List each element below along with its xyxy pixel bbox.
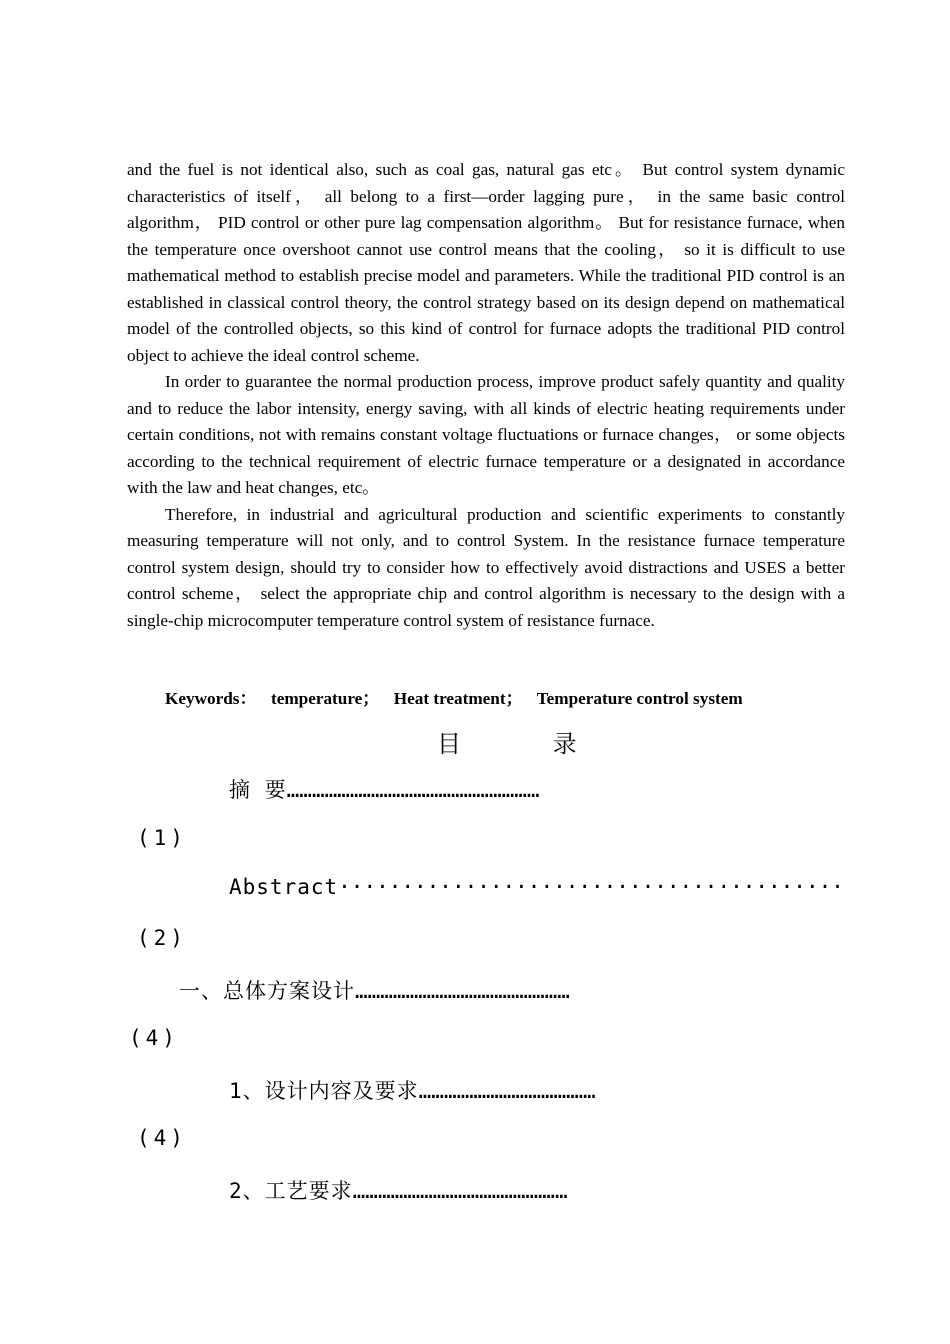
- toc-entry-abstract-en[interactable]: [229, 875, 844, 899]
- toc-page-number: (4): [137, 1126, 187, 1150]
- toc-title: 目 录: [437, 730, 619, 758]
- keyword-item: Heat treatment；: [393, 689, 523, 708]
- toc-entry-label: 一、总体方案设计: [179, 979, 355, 1003]
- toc-leader: ……………………………………………: [352, 1179, 568, 1203]
- toc-entry-abstract-cn[interactable]: [229, 774, 540, 804]
- toc-entry-label: 摘 要: [229, 778, 287, 802]
- toc-entry-label: 2、工艺要求: [229, 1179, 353, 1203]
- keywords-line: [165, 686, 855, 713]
- toc-page-number: (4): [129, 1026, 179, 1050]
- toc-entry-design-content[interactable]: [229, 1075, 596, 1105]
- toc-leader: ……………………………………………: [355, 979, 570, 1003]
- body-paragraph-2: In order to guarantee the normal production process, improve product safely quantity and quality and to reduce the labor intensity, energy saving, with all kinds of electric heating requirements under certain conditions, not with remains constant voltage fluctuations or furnace changes， or some objects according to the technical requirement of electric furnace temperature or a designated in accordance with the law and heat changes, etc。: [127, 372, 845, 497]
- toc-page-number: (2): [137, 926, 187, 950]
- body-paragraph-1: and the fuel is not identical also, such as coal gas, natural gas etc。 But control system dynamic characteristics of itself， all belong to a first—order lagging pure， in the same basic control algorithm， PID control or other pure lag compensation algorithm。 But for resistance furnace, when the temperature once overshoot cannot use control means that the cooling， so it is difficult to use mathematical method to establish precise model and parameters. While the traditional PID control is an established in classical control theory, the control strategy based on its design depend on mathematical model of the controlled objects, so this kind of control for furnace adopts the traditional PID control object to achieve the ideal control scheme.: [127, 160, 845, 365]
- toc-leader: ……………………………………………………: [286, 778, 540, 802]
- toc-entry-process-requirements[interactable]: [229, 1175, 568, 1205]
- keyword-item: temperature；: [270, 689, 380, 708]
- toc-page-number: (1): [137, 826, 187, 850]
- body-paragraph-3: Therefore, in industrial and agricultural production and scientific experiments to constantly measuring temperature will not only, and to control System. In the resistance furnace temperature control system design, should try to consider how to effectively avoid distractions and USES a better control scheme， select the appropriate chip and control algorithm is necessary to the design with a single-chip microcomputer temperature control system of resistance furnace.: [127, 504, 845, 630]
- keyword-item: Temperature control system: [536, 689, 743, 708]
- toc-entry-label: 1、设计内容及要求: [229, 1079, 419, 1103]
- abstract-body: [127, 157, 845, 634]
- toc-leader: ········································: [338, 875, 844, 899]
- toc-entry-overall-design[interactable]: [179, 975, 570, 1005]
- toc-leader: ……………………………………: [418, 1079, 596, 1103]
- keywords-label: Keywords：: [165, 689, 257, 708]
- toc-entry-label: Abstract: [229, 875, 339, 899]
